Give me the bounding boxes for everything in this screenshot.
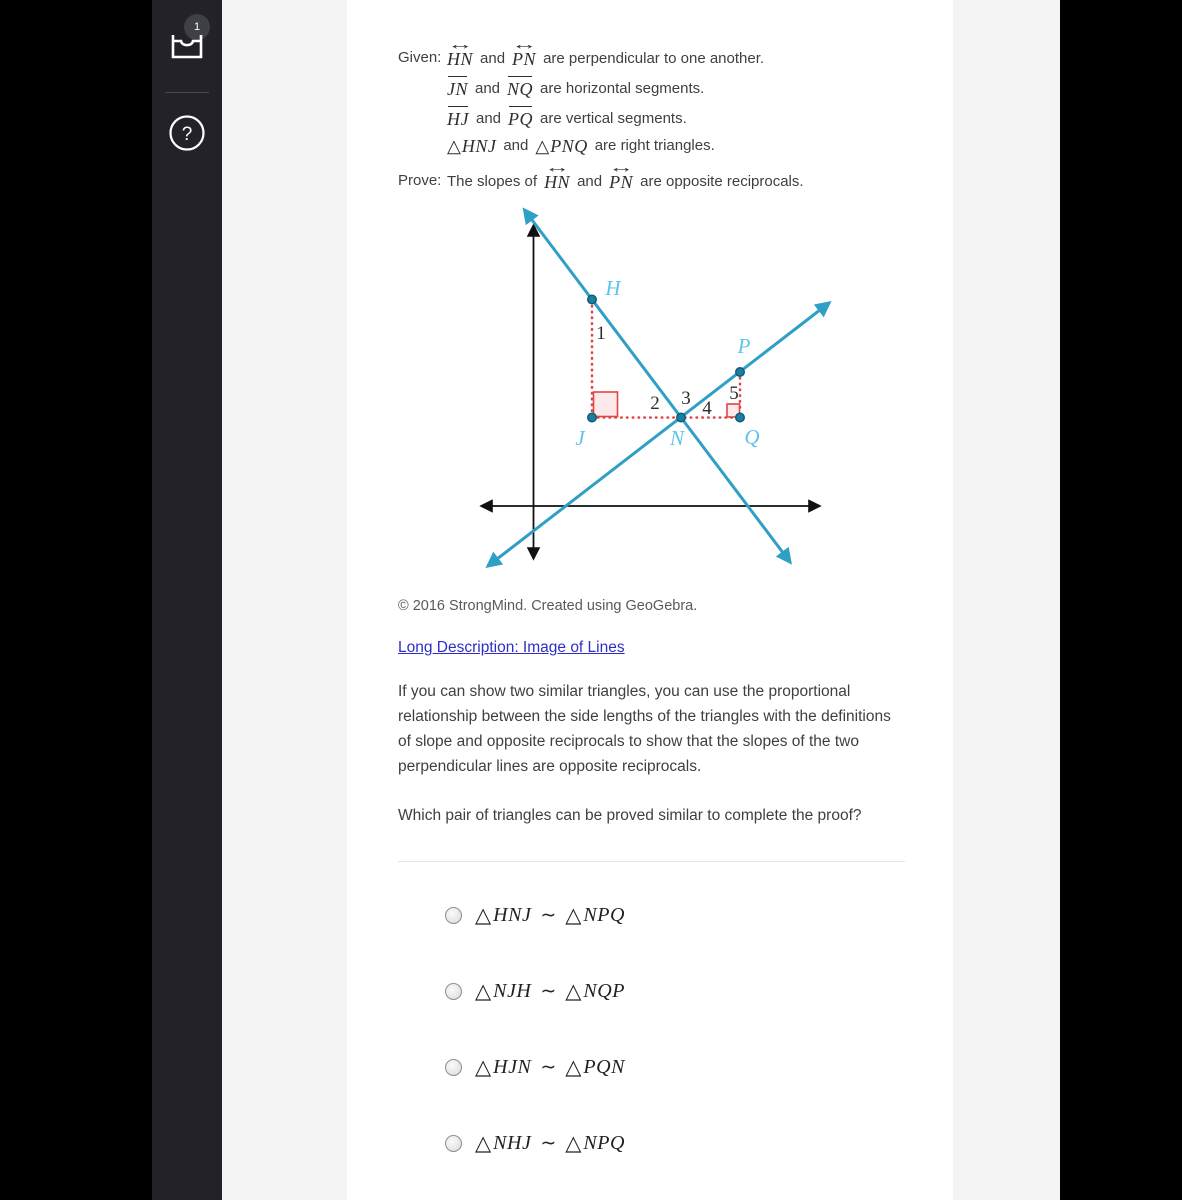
label-N: N	[669, 426, 685, 450]
math-segment-PQ: PQ	[508, 106, 533, 129]
section-divider	[398, 861, 905, 862]
triangle-glyph: △	[475, 978, 492, 1003]
point-P	[736, 368, 745, 377]
radio-option-1[interactable]	[445, 907, 462, 924]
option-1-label: △ HNJ ∼ △ NPQ	[475, 902, 625, 927]
option-2-label: △ NJH ∼ △ NQP	[475, 978, 625, 1003]
math-line-HN: ↔ HN	[543, 159, 571, 192]
label-H: H	[605, 276, 621, 300]
similar-glyph: ∼	[540, 1056, 557, 1078]
radio-option-4[interactable]	[445, 1135, 462, 1152]
angle-5: 5	[729, 383, 739, 404]
prove-label: Prove:	[398, 172, 442, 189]
triangle-glyph: △	[535, 136, 550, 156]
long-description-link[interactable]: Long Description: Image of Lines	[398, 639, 625, 656]
given-prove-block	[398, 36, 905, 192]
angle-3: 3	[681, 388, 691, 409]
math-segment-NQ: NQ	[507, 76, 533, 99]
given-label: Given:	[398, 49, 442, 66]
math-segment-HJ: HJ	[447, 106, 469, 129]
svg-text:?: ?	[181, 124, 193, 145]
triangle-glyph: △	[475, 902, 492, 927]
angle-2: 2	[650, 393, 660, 414]
triangle-glyph: △	[447, 136, 461, 156]
similar-glyph: ∼	[540, 904, 557, 926]
similar-glyph: ∼	[540, 980, 557, 1002]
triangle-glyph: △	[565, 978, 582, 1003]
line-PN	[488, 303, 829, 566]
radio-option-3[interactable]	[445, 1059, 462, 1076]
similar-glyph: ∼	[540, 1132, 557, 1154]
option-row-4[interactable]	[445, 1131, 905, 1155]
given-line-2: JN and NQ are horizontal segments.	[447, 76, 905, 99]
answer-options	[445, 903, 905, 1155]
triangle-glyph: △	[475, 1130, 492, 1155]
sidebar-divider	[165, 92, 209, 93]
math-line-PN: ↔ PN	[607, 159, 635, 192]
given-line-3: HJ and PQ are vertical segments.	[447, 106, 905, 129]
copyright-credit: © 2016 StrongMind. Created using GeoGebra.	[398, 598, 698, 614]
lesson-card	[347, 0, 953, 1200]
sidebar	[152, 0, 222, 1200]
given-line-4: △ HNJ and △ PNQ are right triangles.	[447, 136, 715, 156]
radio-option-2[interactable]	[445, 983, 462, 1000]
inbox-icon	[167, 25, 207, 65]
right-angle-marker-J	[594, 392, 618, 417]
option-row-2[interactable]	[445, 979, 905, 1003]
math-line-HN: ↔ HN	[446, 36, 474, 69]
help-icon	[167, 113, 207, 153]
label-Q: Q	[744, 425, 760, 449]
option-4-label: △ NHJ ∼ △ NPQ	[475, 1130, 625, 1155]
help-button[interactable]	[152, 111, 222, 155]
point-H	[588, 295, 597, 304]
inbox-badge: 1	[184, 14, 210, 40]
double-arrow-glyph: ↔	[607, 159, 635, 175]
geometry-diagram	[460, 202, 840, 582]
point-Q	[736, 413, 745, 422]
double-arrow-glyph: ↔	[543, 159, 571, 175]
option-row-1[interactable]	[445, 903, 905, 927]
angle-4: 4	[702, 398, 712, 419]
math-triangle-PNQ: △ PNQ	[535, 136, 588, 156]
label-J: J	[575, 426, 585, 450]
angle-1: 1	[596, 323, 606, 344]
math-line-PN: ↔ PN	[510, 36, 538, 69]
triangle-glyph: △	[565, 1054, 582, 1079]
line-HN	[525, 210, 791, 562]
point-labels	[575, 276, 759, 450]
triangle-glyph: △	[475, 1054, 492, 1079]
inbox-button[interactable]	[152, 20, 222, 70]
point-J	[588, 413, 597, 422]
triangle-glyph: △	[565, 902, 582, 927]
double-arrow-glyph: ↔	[446, 36, 474, 52]
option-row-3[interactable]	[445, 1055, 905, 1079]
explanation-paragraph: If you can show two similar triangles, you can use the proportional relationship between the side lengths of the triangles with the definitions of slope and opposite reciprocals to show that the slopes of the two perpendicular lines are opposite reciprocals.	[398, 683, 891, 775]
triangle-glyph: △	[565, 1130, 582, 1155]
option-3-label: △ HJN ∼ △ PQN	[475, 1054, 625, 1079]
prove-line: The slopes of ↔ HN and ↔ PN are opposite reciprocals.	[447, 159, 804, 192]
question-text: Which pair of triangles can be proved similar to complete the proof?	[398, 807, 862, 824]
math-triangle-HNJ: △ HNJ	[447, 136, 497, 156]
given-line-1: ↔ HN and ↔ PN are perpendicular to one another.	[446, 36, 765, 69]
math-segment-JN: JN	[447, 76, 468, 99]
double-arrow-glyph: ↔	[510, 36, 538, 52]
label-P: P	[737, 334, 751, 358]
point-N	[677, 413, 686, 422]
